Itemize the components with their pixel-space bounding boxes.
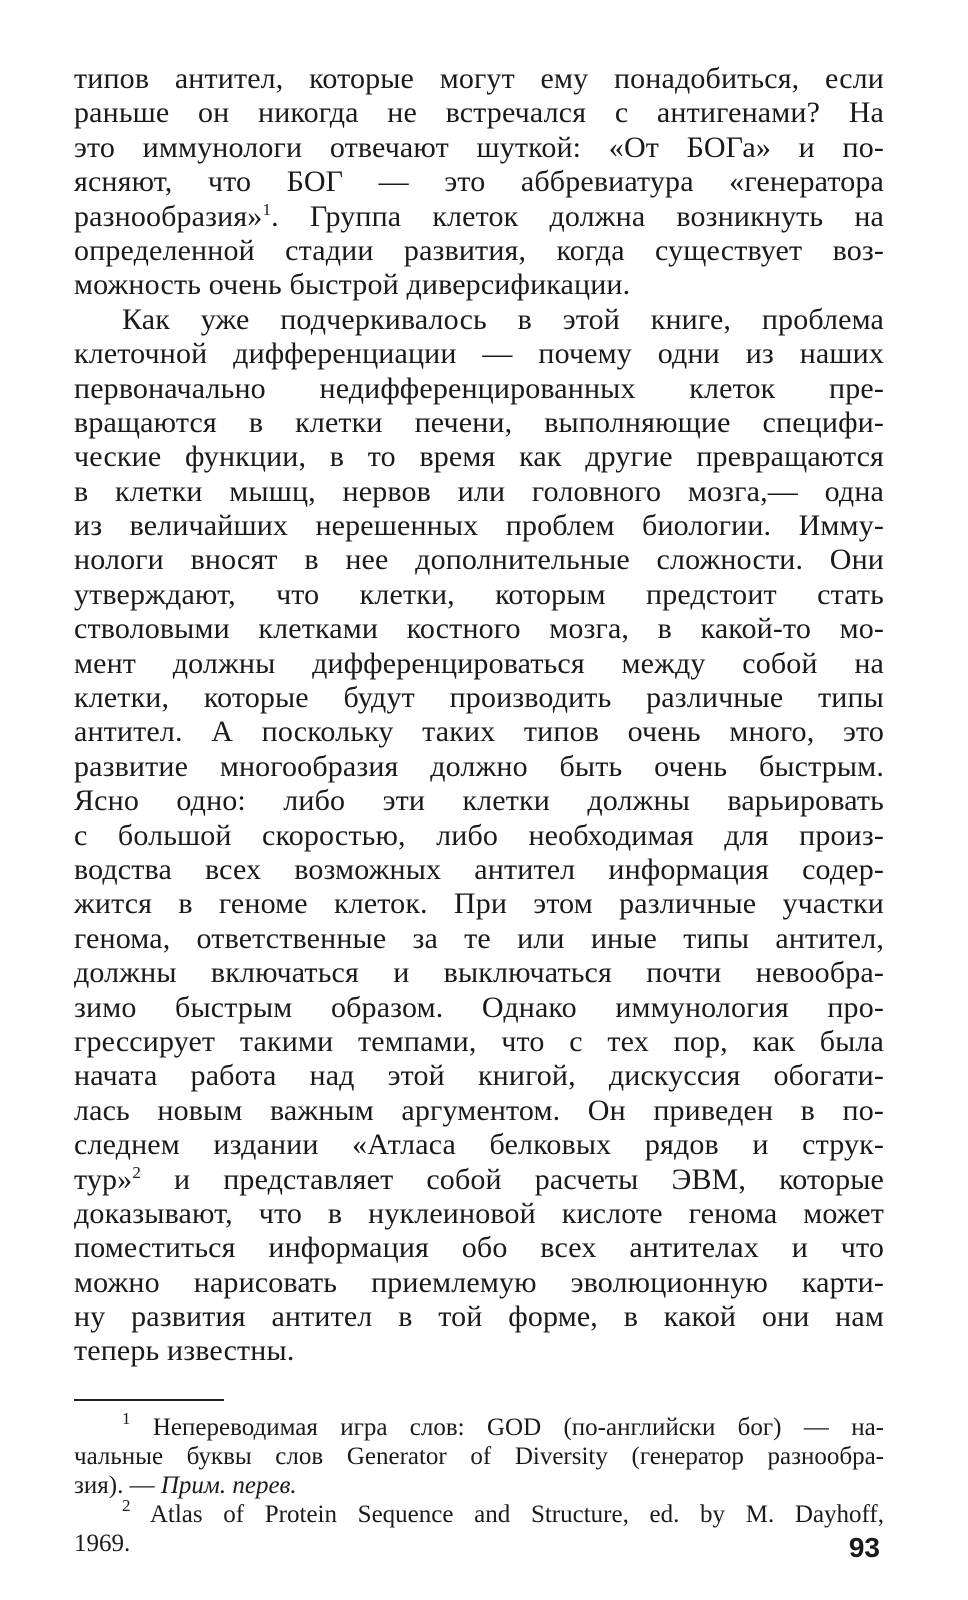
text-line: клетки, которые будут производить различные типы <box>74 681 884 715</box>
footnote-line <box>74 1495 884 1529</box>
text-line: первоначально недифференцированных клеток пре- <box>74 371 884 405</box>
text-line: ческие функции, в то время как другие превращаются <box>74 440 884 474</box>
text-fragment: зия). — <box>74 1471 161 1499</box>
text-line: нологи вносят в нее дополнительные сложности. Они <box>74 543 884 577</box>
text-line: теперь известны. <box>74 1334 295 1368</box>
text-line: типов антител, которые могут ему понадобиться, если <box>74 62 884 95</box>
page-number: 93 <box>848 1532 880 1563</box>
footnote-mark: 2 <box>122 1495 131 1515</box>
footnote-line <box>74 1471 884 1500</box>
text-line: мент должны дифференцироваться между собой на <box>74 646 884 680</box>
text-line: лась новым важным аргументом. Он приведен в по- <box>74 1093 884 1127</box>
text-line: жится в геноме клеток. При этом различные участки <box>74 887 884 921</box>
text-line: грессирует такими темпами, что с тех пор, как была <box>74 1024 884 1058</box>
paragraph-1 <box>74 62 884 303</box>
text-line: должны включаться и выключаться почти невообра- <box>74 956 884 990</box>
text-line: следнем издании «Атласа белковых рядов и струк- <box>74 1128 884 1162</box>
text-line: утверждают, что клетки, которым предстоит стать <box>74 577 884 611</box>
text-line: можность очень быстрой диверсификации. <box>74 268 631 302</box>
footnote-mark: 1 <box>122 1408 131 1428</box>
text-fragment: Непереводимая игра слов: GOD (по-английски бог) — на- <box>152 1413 884 1441</box>
text-line: определенной стадии развития, когда существует воз- <box>74 233 884 267</box>
footnote-ref-1: 1 <box>262 199 272 219</box>
paragraph-2 <box>74 303 884 1369</box>
text-line <box>74 1163 884 1197</box>
text-line: из величайших нерешенных проблем биологии. Имму- <box>74 509 884 543</box>
text-line: вращаются в клетки печени, выполняющие специфи- <box>74 405 884 439</box>
text-fragment: . Группа клеток должна возникнуть на <box>271 199 884 233</box>
text-line: ну развития антител в той форме, в какой они нам <box>74 1300 884 1334</box>
text-line: Ясно одно: либо эти клетки должны варьировать <box>74 784 884 818</box>
text-line: Как уже подчеркивалось в этой книге, проблема <box>122 302 884 336</box>
footnote-line: чальные буквы слов Generator of Diversity (генератор разнообра- <box>74 1442 884 1470</box>
text-fragment: тур» <box>74 1162 133 1196</box>
text-line: стволовыми клетками костного мозга, в какой-то мо- <box>74 612 884 646</box>
footnote-ref-2: 2 <box>132 1162 141 1182</box>
footnote-line <box>74 1408 884 1442</box>
text-line: генома, ответственные за те или иные типы антител, <box>74 921 884 955</box>
text-line: клеточной дифференциации — почему одни из наших <box>74 337 884 371</box>
text-line: поместиться информация обо всех антителах и что <box>74 1231 884 1265</box>
text-line <box>74 200 884 234</box>
text-line: доказывают, что в нуклеиновой кислоте генома может <box>74 1196 884 1230</box>
translator-note: Прим. перев. <box>160 1471 297 1499</box>
text-fragment: разнообразия» <box>74 199 263 233</box>
footnote-1 <box>74 1408 884 1500</box>
text-line: с большой скоростью, либо необходимая для произ- <box>74 818 884 852</box>
text-line: антител. А поскольку таких типов очень много, это <box>74 715 884 749</box>
text-line: раньше он никогда не встречался с антигенами? На <box>74 96 884 130</box>
text-line: ясняют, что БОГ — это аббревиатура «генератора <box>74 165 884 199</box>
page-text <box>74 62 884 1558</box>
text-line: начата работа над этой книгой, дискуссия обогати- <box>74 1059 884 1093</box>
footnote-line: 1969. <box>74 1529 131 1557</box>
text-line: зимо быстрым образом. Однако иммунология про- <box>74 990 884 1024</box>
text-line: в клетки мышц, нервов или головного мозга,— одна <box>74 474 884 508</box>
text-fragment: Atlas of Protein Sequence and Structure, ed. by M. Dayhoff, <box>149 1500 884 1528</box>
text-line: можно нарисовать приемлемую эволюционную карти- <box>74 1265 884 1299</box>
footnote-divider <box>74 1399 224 1401</box>
text-fragment: и представляет собой расчеты ЭВМ, которые <box>140 1162 884 1196</box>
text-line: развитие многообразия должно быть очень быстрым. <box>74 749 884 783</box>
text-line: водства всех возможных антител информация содер- <box>74 852 884 886</box>
footnote-2 <box>74 1495 884 1558</box>
text-line: это иммунологи отвечают шуткой: «От БОГа» и по- <box>74 130 884 164</box>
